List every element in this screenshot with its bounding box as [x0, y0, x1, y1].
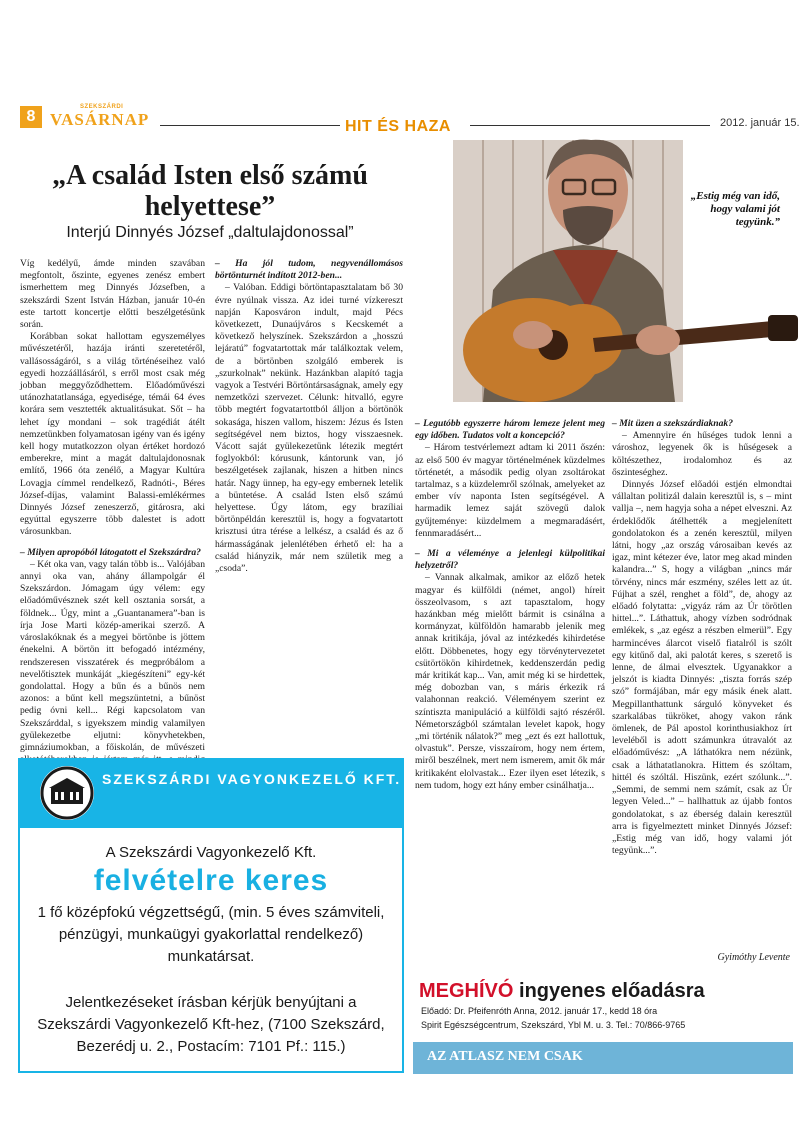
advert-details: 1 fő középfokú végzettségű, (min. 5 éves számviteli, pénzügyi, munkaügyi gyakorlattal rendelkező) munkatársat.: [37, 904, 385, 965]
job-advert: [18, 758, 404, 1073]
body-paragraph: Korábban sokat hallottam egyszemélyes művészetéről, hazája iránti szeretetéről, vallásosságáról, s a világ történéseihez való egyedi hozzáállásáról, s erről most csak még jobban meggyőződhettem. Előadóművészi utánozhatatlanságа, egyedisége, témái 64 éves korára sem vesztették aktualitásukat. Sőt – ha lehet így mondani – sok tragédiát átélt nemzetünkben folyamatosan igény van és igény kell hogy mutatkozzon olyan értéket hordozó emberekre, mint a magát daltulajdonosnak említő, 1966 óta zenélő, a Magyar Kultúra Lovagja címmel rendelkező, Radnóti-, Béres József-díjas, valamint Balassi-emlékérmes Dinnyés József zeneszerző, gitárosra, aki egyúttal egyszerre több dalestet is adott városunkban.: [20, 331, 205, 538]
interview-question: – Mit üzen a szekszárdiaknak?: [612, 418, 734, 429]
interview-answer: – Vannak alkalmak, amikor az előző hetek magyar és külföldi (német, angol) híreit összeolvasom, s azt tapasztalom, hogy hazánkban még mielőtt bármit is csinálna a kormányzat, külföldön hamarabb jelenik meg annak kritikája, jóval az intézkedés kihirdetése előtt. Döbbenetes, hogy egy törvénytervezetet csütörtökön kihirdetnek, keddenszerdán pedig már kritikát kap... Van, amit még ki se hirdettek, még dobozban van, s máris érkezik rá valahonnan reakció. Véleményem szerint ez színtiszta manipuláció a külföldi sajtó részéről. Németországból számtalan levelet kapok, hogy „mi történik nálatok?” meg „ezt és ezt hallottuk, olvastuk”. Persze, visszaírom, hogy nem értem, miről beszélnek, mert nem ismerem, amit ők már kritikaként elolvastak... Ezer ilyen eset létezik, s nem tudom, hogy ezt hány ember csinálhatja...: [415, 572, 605, 791]
interview-question: – Ha jól tudom, negyvenállomásos börtönturnét indított 2012-ben...: [215, 258, 403, 282]
article-column-1: [20, 258, 205, 753]
masthead-small: SZEKSZÁRDI: [80, 104, 124, 110]
article-subtitle: Interjú Dinnyés József „daltulajdonossal”: [66, 224, 354, 241]
atlas-advert-text: AZ ATLASZ NEM CSAK: [427, 1049, 583, 1064]
company-name: SZEKSZÁRDI VAGYONKEZELŐ KFT.: [102, 771, 402, 787]
masthead-logo: VASÁRNAP: [50, 110, 150, 129]
article-column-3: [415, 418, 605, 888]
section-title: HIT ÉS HAZA: [345, 118, 451, 135]
atlas-advert: [413, 1042, 793, 1074]
article-column-4: [612, 418, 792, 888]
portrait-photo: [413, 140, 803, 402]
advert-contact: Jelentkezéseket írásban kérjük benyújtani a Szekszárdi Vagyonkezelő Kft-hez, (7100 Szekszárd, Bezerédj u. 2., Postacím: 7101 Pf.: 115.): [37, 994, 385, 1055]
header-rule-right: [470, 125, 710, 126]
advert-line: A Szekszárdi Vagyonkezelő Kft.: [105, 844, 317, 861]
interview-question: – Legutóbb egyszerre három lemeze jelent meg egy időben. Tudatos volt a koncepció?: [415, 418, 605, 442]
pull-quote: „Estig még van idő, hogy valami jót tegyünk.”: [690, 190, 780, 228]
page-number: 8: [20, 106, 42, 128]
interview-answer: – Két oka van, vagy talán több is... Valójában annyi oka van, ahány állampolgár él Szekszárdon. Jómagam úgy vélem: egy előadóművésznek szét kell osztania sorsát, a földnek... Úgy, mint a „Guantanamera”-ban is írja Jose Marti közép-amerikai szerző. A városlakóknak és a megyei börtönbe is jöttem énekelni. A börtön itt befogadó intézmény, rendszeresen visszatérek és megpróbálom a nevelőtisztek munkáját „kiegészíteni” egy-két gondolattal. Hogy a bűn és a bűnös nem azonos: a bűnt kell megszüntetni, a bűnöst pedig óvni kell... Régi kapcsolatom van Szekszárddal, s igyekszem mindig valamilyen gyülekezetbe eljutni: könyvhetekben, gimnáziumokban, a főiskolán, de művészeti: [20, 558, 205, 753]
header-rule-left: [160, 125, 340, 126]
interview-answer: – Valóban. Eddigi börtöntapasztalatam bő 30 évre nyúlnak vissza. Az idei turné vízkereszt napján Kaposváron indult, majd Pécs következett, Dunaújváros s Kecskemét a következő helyszínek. Szekszárdon a „hosszú lejáratú” fogvatartottak már találkoztak velem, de a börtönben szolgáló emberek is „szurkolnak” nekünk. Hazánkban alapító tagja vagyok a Testvéri Börtöntársaságnak, amely egy nemzetközi szervezet. Célunk: hitvalló, egyre több megtért fogvatartottból álljon a börtönök sokasága, hiszen vallom, hiszem: Jézus és Isten segítségével nem biztos, hogy visszaesnek. Vácott saját gyülekezetünk létezik megtért foglyokból: kórusunk, kántorunk van, jó beszélgetések zajlanak, hiszen a hitben nincs határ. Nagy ünnep, ha egy-egy embernek letelik a büntetése. A család Isten első számú helyettese. Úgy látom, egy brazíliai börtönpéldán keresztül is, hogy a fogvatartott krisztusi útra térése a lelkész, a család és az ő hármasságának jelenlétében érhető el: ha a család hiányzik, már nem születik meg a „csoda”.: [215, 282, 403, 575]
interview-answer: – Amennyire én hűséges tudok lenni a városhoz, legyenek ők is hűségesek a költészethez, irodalomhoz és az őszinteséghez.: [612, 430, 792, 478]
interview-question: – Mi a véleménye a jelenlegi külpolitikai helyzetről?: [415, 548, 605, 572]
invitation-title-rest: ingyenes előadásra: [513, 980, 705, 1002]
invitation-title-highlight: MEGHÍVÓ: [419, 980, 514, 1002]
company-logo-icon: [40, 766, 94, 820]
invitation-venue: Spirit Egészségcentrum, Szekszárd, Ybl M. u. 3. Tel.: 70/866-9765: [421, 1020, 686, 1030]
guitarist-illustration: [413, 140, 803, 402]
advert-headline: felvételre keres: [93, 864, 329, 897]
closing-paragraph: Dinnyés József előadói estjén elmondtai vállaltan politizál dalain keresztül is, s – mint vallja –, nem hagyja soha a népet elveszni. Az érdeklődők átélhették a megjelenített gondolatokon és a zenén keresztül, milyen látni, hogy „az ország városaiban kevés az igaz, mint kétezer éve, lator meg akad minden kalandra...” S, hogy a világban „nincs már törvény, nincs már eszmény, széles lett az út. Fújhat a szél, renghet a föld”, de, ahogy az előadó folytatta: „vigyáz rám az Úr törötlen hittel...”. Láthattuk, ahogy vízben sodródnak emlékek, s „az egész a részben elmerül”. Egy harmincéves álarcot viselő fiatalról is szólt egy kitűnő dal, aki palotát keres, s szerető is lenne, de álmai elvesztek. Ugyanakkor a jelszót is kiadta Dinnyés: „tiszta forrás szép szó” formájában, már egy másik ének alatt. Megpillanthattunk sárguló könyveket és szarkalábas tükröket, ahogy vakon ránk ömlenek, de Pál apostol korinthusiakhoz írt leveléből is adott számunkra útravalót az előadóművész: „A láthatókra nem nézünk, csak a láthatatlanokra. Hittem és szóltam, hittél és szóltál. Hiszünk, ezért szólunk...”. „Semmi, de semmi nem számít, csak az Úr legyen Veled...” – hallhattuk az újabb fontos gondolatokat, s az éberség dalain keresztül arra is figyelmeztett minket Dinnyés József: „Estig még van idő, hogy valami jót tegyünk...”.: [612, 479, 792, 857]
interview-question: – Milyen apropóból látogatott el Szekszárdra?: [20, 546, 201, 558]
invitation-title: [419, 980, 705, 1003]
article-title: „A család Isten első számú helyettese”: [52, 160, 368, 222]
invitation-speaker: Előadó: Dr. Pfeifenróth Anna, 2012. január 17., kedd 18 óra: [421, 1006, 658, 1016]
interview-answer: – Három testvérlemezt adtam ki 2011 őszén: az első 500 év magyar történelmének küzdelmes történetét, a második pedig olyan zsoltárokat tartalmaz, s a küzdelemről szólnak, amelyeket az ember vív naponta Isten segítségével. A harmadik lemez saját szövegű dalok gyűjteménye: küzdelmem a megmaradásért, fennmaradásért...: [415, 442, 605, 539]
author-signature: Gyimóthy Levente: [717, 952, 790, 963]
invitation-advert: [413, 980, 793, 1036]
article-column-2: [215, 258, 403, 748]
lead-paragraph: Víg kedélyű, ámde minden szavában megfontolt, őszinte, egyenes zenész embert ismerhettem meg Dinnyés Józsefben, a szekszárdi Szent István Házban, január 10-én este tartott koncertje előtti beszélgetésünk során.: [20, 258, 205, 331]
issue-date: 2012. január 15.: [720, 117, 800, 129]
